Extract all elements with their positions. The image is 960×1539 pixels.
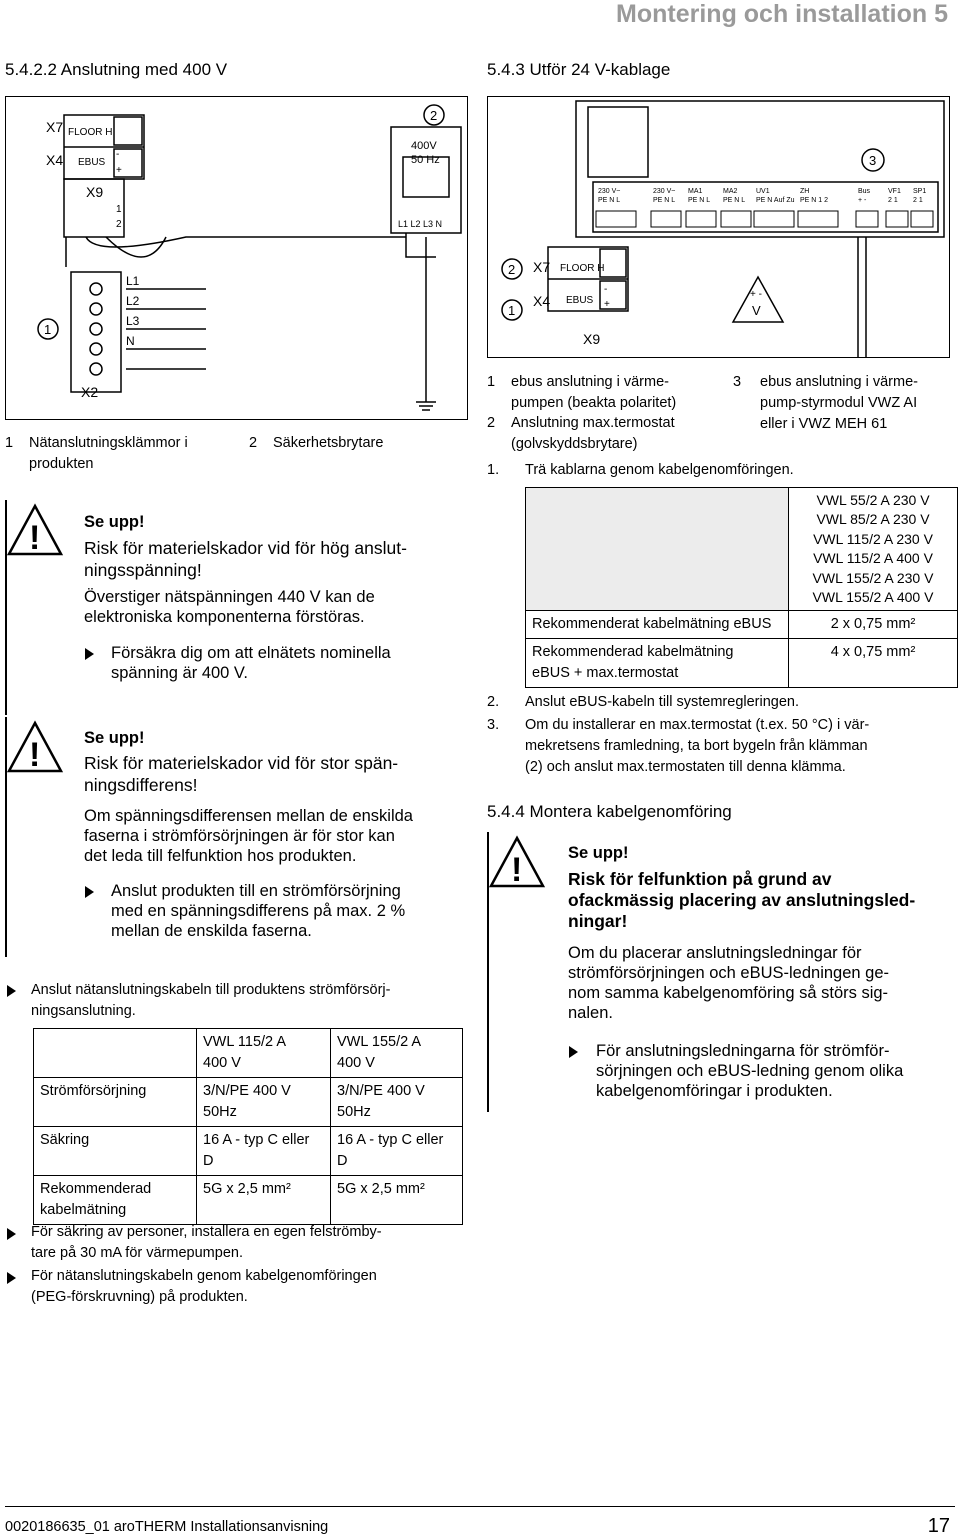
term-x4-label: X4	[46, 152, 64, 168]
warning-bar	[5, 717, 7, 957]
terminal-block-label: VF1	[888, 188, 901, 195]
terminal-block-label: 230 V~	[598, 188, 621, 195]
floor-label: FLOOR H	[560, 263, 605, 274]
cable-spec-table	[525, 487, 958, 688]
spec-table-400v	[33, 1028, 463, 1225]
n-label: N	[126, 334, 135, 348]
terminal-block-label: PE N L	[688, 197, 711, 204]
frequency-label: 50 Hz	[411, 154, 440, 166]
terminal-block-label: PE N L	[723, 197, 746, 204]
bus-sign-label: + -	[750, 289, 762, 300]
x4-label: X4	[533, 293, 551, 309]
bullet-peg: För nätanslutningskabeln genom kabelgenomföringen (PEG-förskruvning) på produkten.	[31, 1268, 377, 1305]
minus-label: -	[116, 149, 120, 160]
terminal-block	[721, 211, 751, 227]
terminal-block-label: MA1	[688, 188, 703, 195]
warning-bar	[487, 832, 489, 1112]
terminal-block-label: + -	[858, 197, 867, 204]
table-row: Strömförsörjning 3/N/PE 400 V 50Hz 3/N/PE 400 V 50Hz	[34, 1078, 463, 1127]
warning3-subtitle: Risk för felfunktion på grund av ofackmässig placering av anslutningsled- ningar!	[568, 869, 916, 931]
svg-text:!: !	[511, 851, 523, 889]
bullet-arrow-icon	[7, 1228, 16, 1240]
section-title-right: 5.4.3 Utför 24 V-kablage	[487, 60, 671, 79]
section-title-left: 5.4.2.2 Anslutning med 400 V	[5, 60, 228, 79]
terminal-number: 1	[44, 322, 52, 337]
step-2-text: Anslut eBUS-kabeln till systemregleringen.	[525, 694, 800, 710]
footer-doc-title: 0020186635_01 aroTHERM Installationsanvisning	[5, 1519, 329, 1535]
minus-label: -	[604, 284, 608, 295]
terminal-blocks	[596, 188, 933, 227]
step-1-num: 1.	[487, 462, 500, 478]
table-row: Rekommenderat kabelmätning eBUS 2 x 0,75 mm²	[526, 611, 958, 639]
step-3-text: Om du installerar en max.termostat (t.ex. 50 °C) i vär- mekretsens framledning, ta bort bygeln från klämman (2) och anslut max.termostaten till denna klämma.	[525, 717, 870, 775]
bullet-arrow-icon	[7, 985, 16, 997]
table-row: VWL 115/2 A 400 V VWL 155/2 A 400 V	[34, 1029, 463, 1078]
page-number: 17	[927, 1515, 950, 1537]
warning-icon	[5, 717, 65, 784]
terminal-block-label: PE N Auf Zu	[756, 197, 795, 204]
step-1-text: Trä kablarna genom kabelgenomföringen.	[525, 462, 794, 478]
footer-rule	[5, 1506, 955, 1507]
terminal-block-label: MA2	[723, 188, 738, 195]
terminal-block	[856, 211, 878, 227]
table-row: Rekommenderad kabelmätning 5G x 2,5 mm² 5G x 2,5 mm²	[34, 1176, 463, 1225]
warning3-action: För anslutningsledningarna för strömför- sörjningen och eBUS-ledning genom olika kabelgenomföringar i produkten.	[596, 1042, 904, 1100]
warning1-action: Försäkra dig om att elnätets nominella spänning är 400 V.	[111, 644, 391, 682]
terminal-block-label: PE N L	[598, 197, 621, 204]
pin2-label: 2	[116, 219, 122, 230]
l1-label: L1	[126, 274, 140, 288]
warning1-body: Överstiger nätspänningen 440 V kan de elektroniska komponenterna förstöras.	[84, 588, 375, 626]
warning2-action: Anslut produkten till en strömförsörjning med en spänningsdifferens på max. 2 % mellan de enskilda faserna.	[111, 882, 406, 940]
x2-label: X2	[81, 384, 99, 400]
bus-v-label: V	[752, 303, 761, 318]
bullet-arrow-icon	[85, 648, 94, 660]
section2-title: 5.4.4 Montera kabelgenomföring	[487, 802, 732, 821]
terminal-block-label: ZH	[800, 188, 810, 195]
wiring-figure-24v	[487, 96, 950, 358]
terminal-block	[686, 211, 716, 227]
terminal-block-label: 2 1	[888, 197, 898, 204]
svg-text:!: !	[29, 736, 41, 774]
terminal-block-label: SP1	[913, 188, 927, 195]
warning2-subtitle: Risk för materielskador vid för stor spän- ningsdifferens!	[84, 753, 399, 795]
table-row: Rekommenderad kabelmätning eBUS + max.termostat 4 x 0,75 mm²	[526, 639, 958, 688]
x7-label: X7	[533, 259, 551, 275]
num2-label: 2	[508, 262, 516, 277]
plus-label: +	[116, 165, 122, 176]
warning3-body: Om du placerar anslutningsledningar för strömförsörjningen och eBUS-ledningen ge- nom samma kabelgenomföring så störs sig- nalen.	[568, 944, 890, 1022]
warning2-title: Se upp!	[84, 729, 145, 747]
step-3-num: 3.	[487, 717, 500, 733]
warning-icon	[487, 832, 547, 899]
floor-label: FLOOR H	[68, 127, 113, 138]
wiring-figure-400v	[5, 96, 468, 420]
page-header: Montering och installation 5	[616, 0, 948, 28]
terminal-block-label: 230 V~	[653, 188, 676, 195]
switch-number: 2	[430, 108, 438, 123]
warning2-body: Om spänningsdifferensen mellan de enskilda faserna i strömförsörjningen är för stor kan det leda till felfunktion hos produkten.	[84, 807, 413, 865]
terminal-block-label: UV1	[756, 188, 770, 195]
bullet-rcd: För säkring av personer, installera en egen felströmby- tare på 30 mA för värmepumpen.	[31, 1224, 382, 1261]
phases-label: L1 L2 L3 N	[398, 219, 443, 229]
term-x7-label: X7	[46, 119, 64, 135]
warning3-title: Se upp!	[568, 844, 629, 862]
terminal-block	[596, 211, 636, 227]
table-row: Säkring 16 A - typ C eller D 16 A - typ C eller D	[34, 1127, 463, 1176]
x9-label: X9	[583, 331, 601, 347]
bullet-arrow-icon	[85, 886, 94, 898]
terminal-block	[754, 211, 794, 227]
wiring-diagram-24v	[488, 97, 949, 357]
x9-label: X9	[86, 184, 104, 200]
terminal-block-label: PE N L	[653, 197, 676, 204]
l3-label: L3	[126, 314, 140, 328]
num1-label: 1	[508, 303, 516, 318]
svg-text:!: !	[29, 519, 41, 557]
voltage-label: 400V	[411, 140, 437, 152]
warning-icon	[5, 500, 65, 567]
warning1-subtitle: Risk för materielskador vid för hög anslut- ningsspänning!	[84, 538, 407, 580]
terminal-block	[911, 211, 933, 227]
terminal-block-label: Bus	[858, 188, 871, 195]
terminal-block	[886, 211, 908, 227]
terminal-block-label: 2 1	[913, 197, 923, 204]
pin1-label: 1	[116, 204, 122, 215]
step-connect-cable: Anslut nätanslutningskabeln till produktens strömförsörj- ningsanslutning.	[31, 982, 391, 1019]
l2-label: L2	[126, 294, 140, 308]
terminal-block	[798, 211, 838, 227]
step-2-num: 2.	[487, 694, 500, 710]
bullet-arrow-icon	[569, 1046, 578, 1058]
table-row: VWL 55/2 A 230 V VWL 85/2 A 230 V VWL 115/2 A 230 V VWL 115/2 A 400 V VWL 155/2 A 230 V VWL 155/2 A 400 V	[526, 488, 958, 611]
plus-label: +	[604, 299, 610, 310]
ebus-label: EBUS	[78, 157, 106, 168]
wiring-diagram-400v	[6, 97, 467, 419]
bullet-arrow-icon	[7, 1272, 16, 1284]
num3-label: 3	[869, 153, 877, 168]
terminal-block-label: PE N 1 2	[800, 197, 829, 204]
warning1-title: Se upp!	[84, 513, 145, 531]
terminal-block	[651, 211, 681, 227]
ebus-label: EBUS	[566, 295, 594, 306]
warning-bar	[5, 500, 7, 715]
